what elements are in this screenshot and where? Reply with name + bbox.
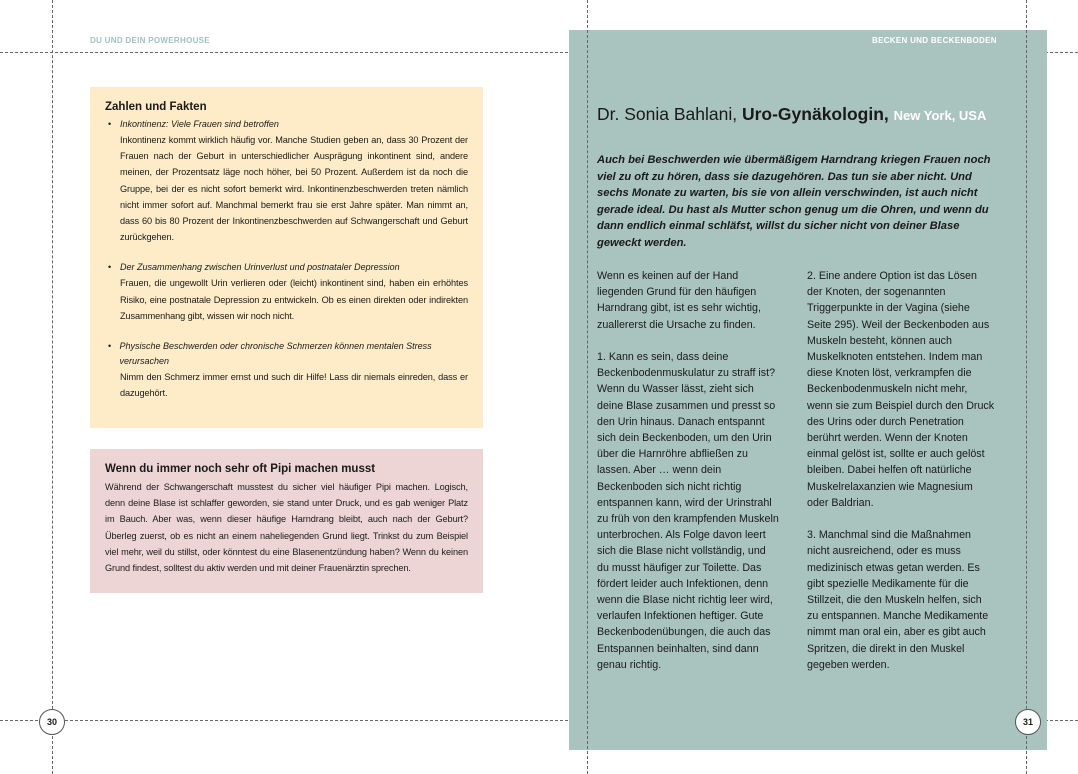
fact-heading: • Physische Beschwerden oder chronische Schmerzen können mentalen Stress verursachen	[108, 341, 432, 367]
crop-guide-vertical	[1026, 0, 1027, 774]
page-number-left: 30	[39, 709, 65, 735]
facts-box	[90, 87, 483, 428]
expert-name: Dr. Sonia Bahlani,	[597, 104, 738, 124]
crop-guide-vertical	[587, 0, 588, 774]
fact-body: Nimm den Schmerz immer ernst und such dir Hilfe! Lass dir niemals einreden, dass er dazugehört.	[120, 372, 468, 399]
pipi-box-body: Während der Schwangerschaft musstest du sicher viel häufiger Pipi machen. Logisch, denn deine Blase ist schlaffer geworden, sie stand unter Druck, und es gab weniger Platz im Bauch. Aber was, wenn dieser häufige Harndrang bleibt, auch nach der Geburt? Überleg zuerst, ob es nicht an einem naheliegenden Grund liegt. Trinkst du zum Beispiel viel mehr, weil du stillst, oder könntest du eine Blasenentzündung haben? Wenn du keinen Grund findest, solltest du aktiv werden und mit deiner Frauenärztin sprechen.	[105, 482, 468, 574]
expert-headline	[597, 104, 986, 125]
paragraph: 1. Kann es sein, dass deine Beckenbodenmuskulatur zu straff ist? Wenn du Wasser lässt, zieht sich deine Blase zusammen und presst so den Urin hinaus. Danach entspannt sich dein Beckenboden, um den Urin über die Harnröhre abfließen zu lassen. Aber … wenn dein Beckenboden sich nicht richtig entspannen kann, wird der Urinstrahl zu früh von den krampfenden Muskeln unterbrochen. Als Folge davon leert sich die Blase nicht vollständig, und du musst häufiger zur Toilette. Das fördert leider auch Infektionen, denn wenn die Blase nicht richtig leer wird, verlaufen Infektionen heftiger. Gute Beckenbodenübungen, die auch das Entspannen beinhalten, sind dann genau richtig.	[597, 351, 779, 671]
facts-box-title: Zahlen und Fakten	[105, 101, 207, 113]
pipi-box-title: Wenn du immer noch sehr oft Pipi machen musst	[105, 463, 376, 475]
running-head-right: BECKEN UND BECKENBODEN	[872, 36, 997, 45]
fact-heading: • Inkontinenz: Viele Frauen sind betroffen	[108, 119, 279, 129]
paragraph: 2. Eine andere Option ist das Lösen der Knoten, der sogenannten Triggerpunkte in der Vagina (siehe Seite 295). Weil der Beckenboden aus Muskeln besteht, können auch Muskelknoten entstehen. Indem man diese Knoten löst, verkrampfen die Beckenbodenmuskeln nicht mehr, wenn sie zum Beispiel durch den Druck des Urins oder durch Penetration berührt werden. Wenn der Knoten einmal gelöst ist, sollte er auch gelöst bleiben. Dabei helfen oft natürliche Muskelrelaxanzien wie Magnesium oder Baldrian.	[807, 270, 995, 509]
fact-heading: • Der Zusammenhang zwischen Urinverlust und postnataler Depression	[108, 262, 400, 273]
expert-lead-quote: Auch bei Beschwerden wie übermäßigem Harndrang kriegen Frauen noch viel zu oft zu hören, dass sie dazugehören. Das tun sie aber nicht. Und sechs Monate zu warten, bis sie von allein verschwinden, ist auch nicht gerade ideal. Du hast als Mutter schon genug um die Ohren, und wenn du dann endlich einmal schläfst, willst du sicher nicht von deiner Blase geweckt werden.	[597, 154, 991, 249]
fact-body: Inkontinenz kommt wirklich häufig vor. Manche Studien geben an, dass 30 Prozent der Frauen nach der Geburt in unterschiedlicher Ausprägung inkontinent sind, andere meinen, der Prozentsatz läge noch höher, bei 50 Prozent. Außerdem ist da noch die Gruppe, bei der es nicht sofort bemerkt wird. Inkontinenzbeschwerden treten nämlich nicht immer sofort auf. Manchmal bemerkt frau sie erst Jahre später. Man nimmt an, dass 60 bis 80 Prozent der Inkontinenzbeschwerden auf Schwangerschaft und Geburt zurückgehen.	[120, 135, 468, 243]
paragraph: Wenn es keinen auf der Hand liegenden Grund für den häufigen Harndrang gibt, ist es sehr wichtig, zuallererst die Ursache zu finden.	[597, 270, 761, 331]
expert-column-1	[597, 268, 779, 689]
page-number-right: 31	[1015, 709, 1041, 735]
pipi-box	[90, 449, 483, 593]
paragraph: 3. Manchmal sind die Maßnahmen nicht ausreichend, oder es muss medizinisch etwas getan werden. Es gibt spezielle Medikamente für die Stillzeit, die den Muskeln helfen, sich zu entspannen. Manche Medikamente nimmt man oral ein, aber es gibt auch Spritzen, die direkt in den Muskel gegeben werden.	[807, 529, 989, 671]
crop-guide-vertical	[52, 0, 53, 774]
expert-location: New York, USA	[893, 108, 987, 123]
expert-column-2	[807, 268, 995, 689]
fact-body: Frauen, die ungewollt Urin verlieren oder (leicht) inkontinent sind, haben ein erhöhtes Risiko, eine postnatale Depression zu entwickeln. Ob es einen direkten oder indirekten Zusammenhang gibt, wissen wir noch nicht.	[120, 278, 468, 321]
running-head-left: DU UND DEIN POWERHOUSE	[90, 36, 210, 45]
expert-role: Uro-Gynäkologin,	[741, 104, 889, 124]
